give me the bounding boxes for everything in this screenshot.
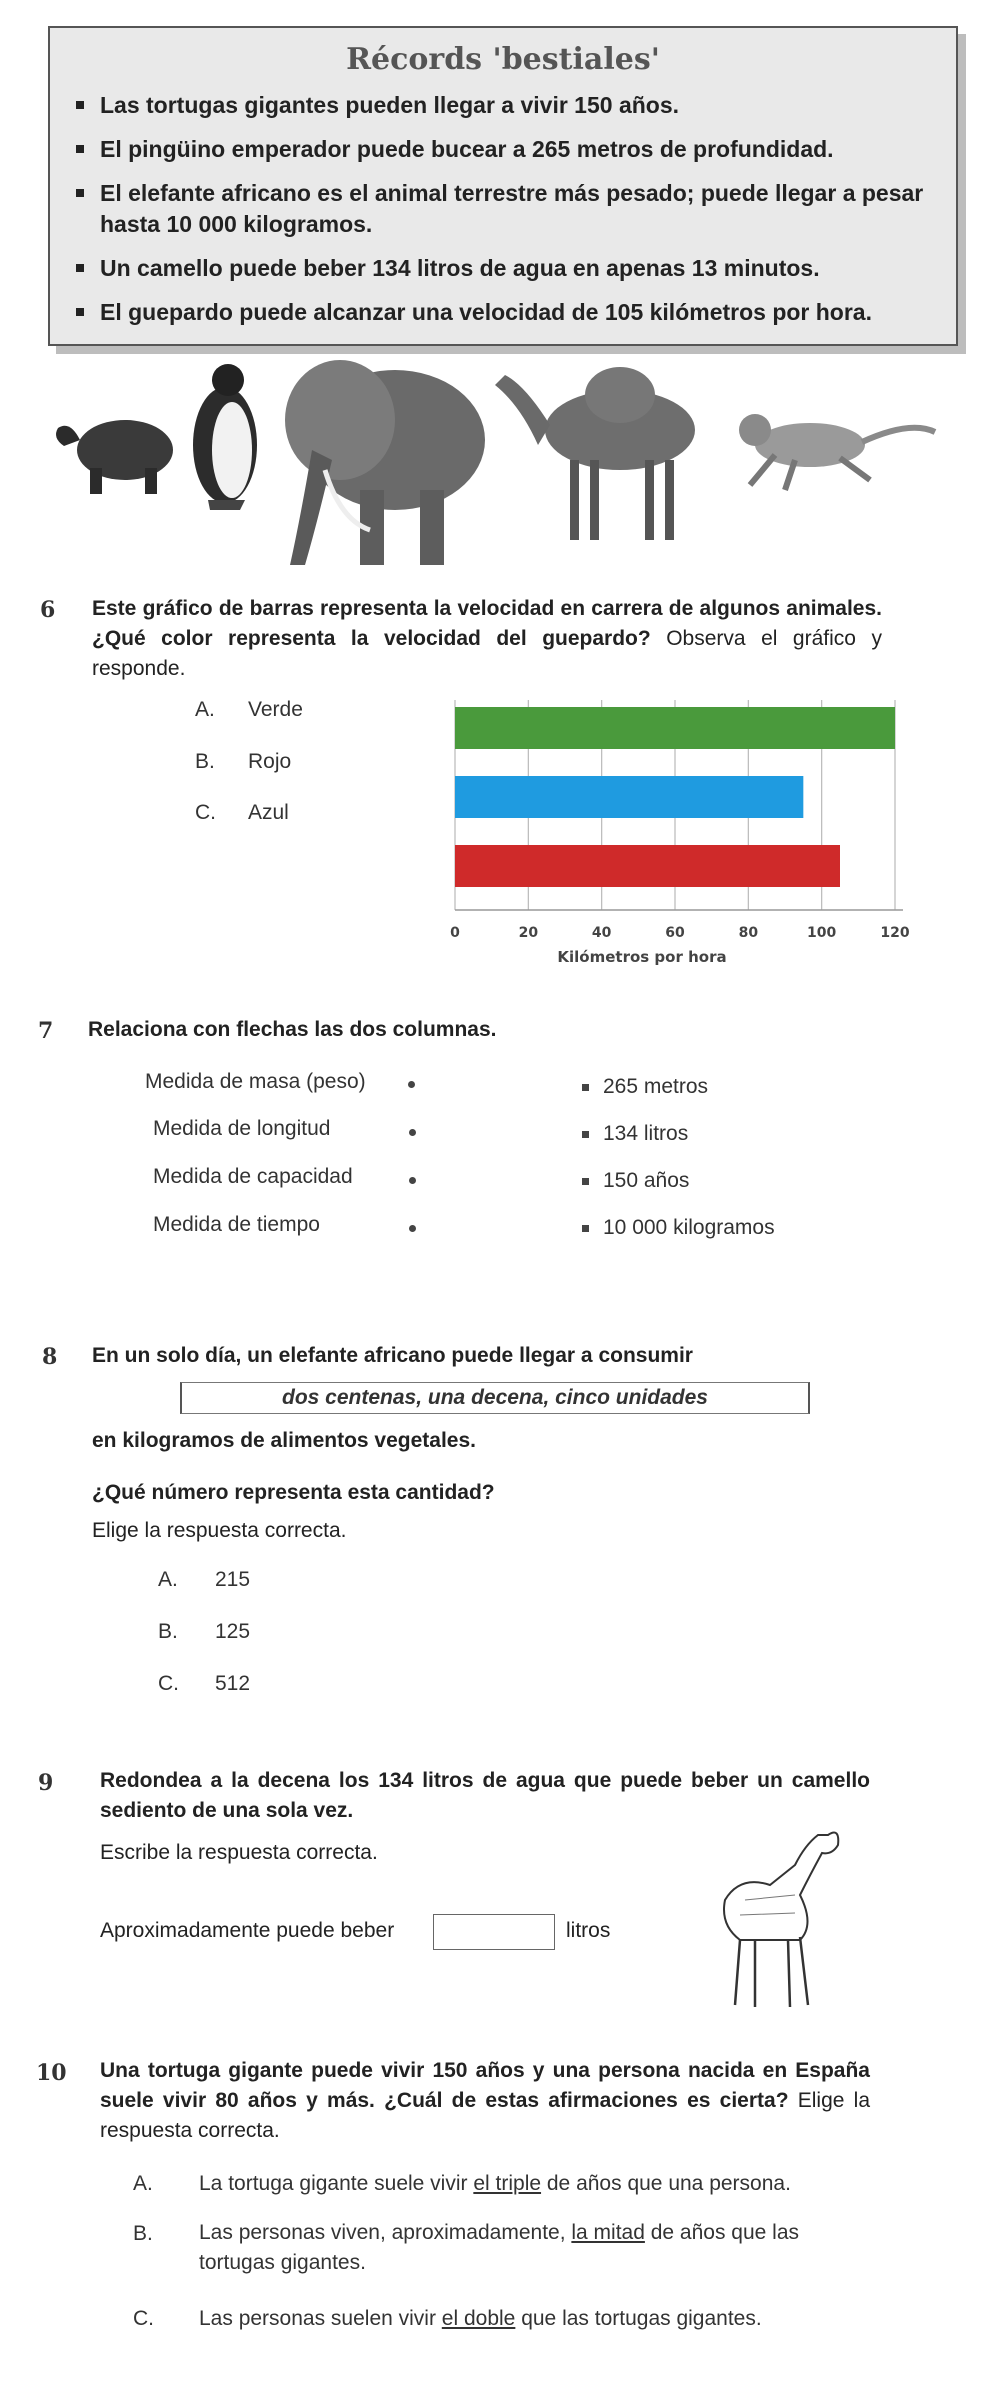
record-item: Las tortugas gigantes pueden llegar a vivir 150 años.: [60, 90, 950, 121]
q8-amount-box: dos centenas, una decena, cinco unidades: [180, 1382, 810, 1414]
q7-left-item: Medida de tiempo: [153, 1213, 320, 1236]
animals-illustration: [50, 350, 950, 575]
q10-option-b[interactable]: B. Las personas viven, aproximadamente, la mitad de años que las tortugas gigantes.: [133, 2221, 800, 2274]
records-list: [60, 90, 950, 341]
chart-bars: [455, 707, 895, 887]
record-item: Un camello puede beber 134 litros de agua en apenas 13 minutos.: [60, 253, 950, 284]
q7-left-item: Medida de masa (peso): [145, 1070, 366, 1093]
q7-left-dot[interactable]: [409, 1225, 416, 1232]
q7-number: 7: [38, 1018, 54, 1044]
record-item: El guepardo puede alcanzar una velocidad de 105 kilómetros por hora.: [60, 297, 950, 328]
q8-question: ¿Qué número representa esta cantidad?: [92, 1481, 495, 1504]
q7-text: Relaciona con flechas las dos columnas.: [88, 1018, 497, 1041]
q10-option-a[interactable]: A. La tortuga gigante suele vivir el triple de años que una persona.: [133, 2172, 791, 2195]
q9-prefix: Aproximadamente puede beber: [100, 1919, 395, 1942]
bar-azul: [455, 776, 803, 818]
q7-right-item[interactable]: 265 metros: [582, 1075, 708, 1099]
record-item: El elefante africano es el animal terrestre más pesado; puede llegar a pesar hasta 10 000 kilogramos.: [60, 178, 950, 240]
q8-option-a[interactable]: A. 215: [158, 1568, 251, 1591]
x-tick-label: 120: [880, 925, 910, 941]
q8-instruction: Elige la respuesta correcta.: [92, 1519, 347, 1542]
x-tick-label: 60: [665, 925, 685, 941]
q10-instruction: Elige la respuesta correcta.: [100, 2089, 871, 2142]
q7-left-dot[interactable]: [409, 1177, 416, 1184]
q6-question: Este gráfico de barras representa la velocidad en carrera de algunos animales. ¿Qué color representa la velocidad del guepardo?: [92, 597, 882, 650]
records-box: [48, 26, 958, 346]
q6-text: [92, 594, 882, 684]
q7-left-item: Medida de longitud: [153, 1117, 331, 1140]
q9-text: Redondea a la decena los 134 litros de agua que puede beber un camello sediento de una sola vez.: [100, 1769, 870, 1822]
q10-option-c[interactable]: C. Las personas suelen vivir el doble que las tortugas gigantes.: [133, 2307, 762, 2330]
tortoise-illustration: [56, 420, 173, 494]
chart-tick-labels: [450, 925, 910, 941]
q8-line1: En un solo día, un elefante africano puede llegar a consumir: [92, 1344, 693, 1367]
bar-rojo: [455, 845, 840, 887]
q7-left-dot[interactable]: [408, 1081, 415, 1088]
camel-sketch: [700, 1815, 850, 2015]
q7-left-item: Medida de capacidad: [153, 1165, 353, 1188]
q7-right-item[interactable]: 134 litros: [582, 1122, 688, 1146]
speed-bar-chart: [425, 680, 925, 980]
q9-instruction: Escribe la respuesta correcta.: [100, 1841, 378, 1864]
x-tick-label: 100: [807, 925, 837, 941]
q6-instruction: Observa el gráfico y responde.: [92, 627, 882, 680]
q8-line2: en kilogramos de alimentos vegetales.: [92, 1429, 476, 1452]
q9-number: 9: [38, 1770, 54, 1796]
q6-number: 6: [40, 597, 56, 623]
q7-right-item[interactable]: 10 000 kilogramos: [582, 1216, 775, 1240]
q7-left-dot[interactable]: [409, 1129, 416, 1136]
cheetah-illustration: [739, 414, 935, 490]
camel-illustration: [495, 367, 695, 540]
q10-question: Una tortuga gigante puede vivir 150 años y una persona nacida en España suele vivir 80 años y más. ¿Cuál de estas afirmaciones es cierta?: [100, 2059, 870, 2112]
q6-option-c[interactable]: C. Azul: [195, 801, 289, 824]
q8-option-c[interactable]: C. 512: [158, 1672, 251, 1695]
q7-right-item[interactable]: 150 años: [582, 1169, 689, 1193]
record-item: El pingüino emperador puede bucear a 265 metros de profundidad.: [60, 134, 950, 165]
x-tick-label: 40: [591, 925, 612, 941]
x-tick-label: 80: [738, 925, 759, 941]
q9-suffix: litros: [566, 1919, 611, 1942]
x-tick-label: 20: [518, 925, 539, 941]
elephant-illustration: [285, 360, 485, 565]
q8-option-b[interactable]: B. 125: [158, 1620, 251, 1643]
records-title: Récords 'bestiales': [346, 42, 660, 77]
bar-verde: [455, 707, 895, 749]
q6-option-b[interactable]: B. Rojo: [195, 750, 292, 773]
q8-number: 8: [42, 1344, 58, 1370]
q6-option-a[interactable]: A. Verde: [195, 698, 303, 721]
x-tick-label: 0: [450, 925, 460, 941]
q10-text: [100, 2056, 870, 2146]
q9-answer-input[interactable]: [433, 1914, 555, 1950]
q10-number: 10: [36, 2060, 67, 2086]
x-axis-label: Kilómetros por hora: [557, 948, 727, 966]
penguin-illustration: [193, 364, 257, 510]
